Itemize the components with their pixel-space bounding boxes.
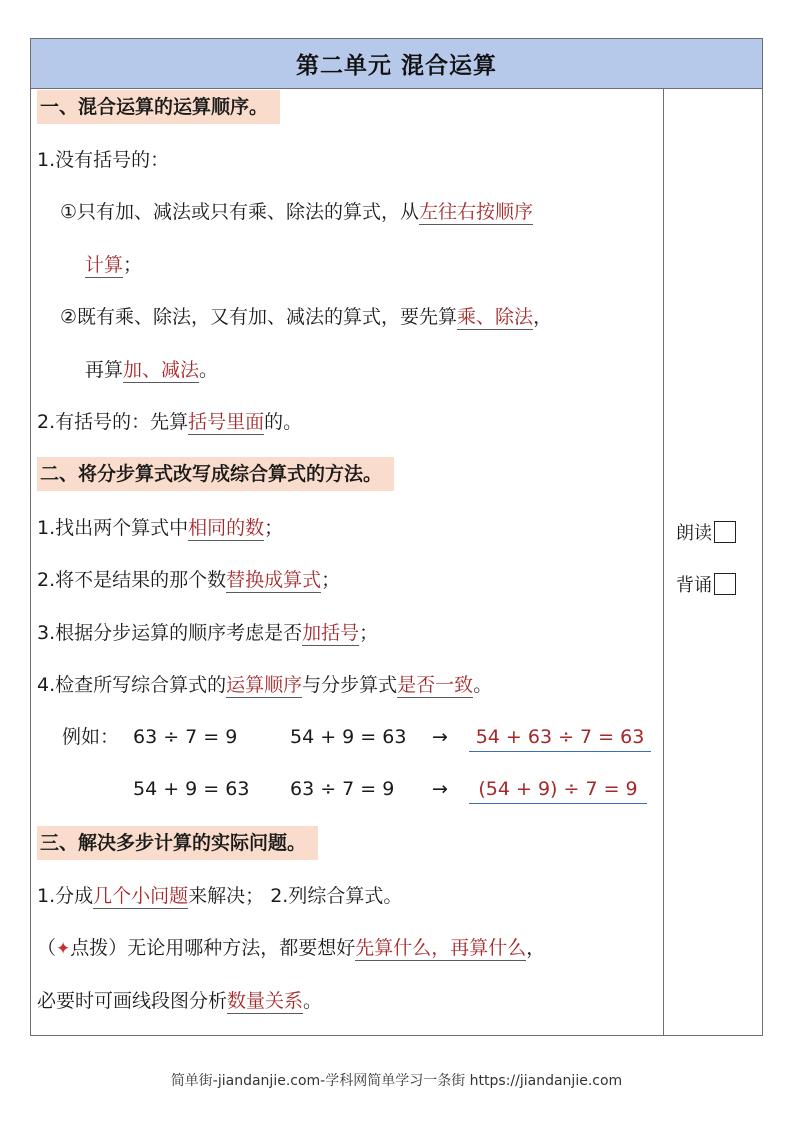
s2-l1-post: ；	[264, 517, 284, 539]
column-divider	[663, 89, 664, 1035]
s1-l2-answer: 左往右按顺序	[419, 201, 534, 223]
s1-l4-text: ②既有乘、除法，又有加、减法的算式，要先算	[60, 306, 458, 328]
s3-l1-text: 1.分成	[37, 885, 94, 907]
s3-line-3	[37, 987, 322, 1015]
footer-watermark: 简单街-jiandanjie.com-学科网简单学习一条街 https://jiandanjie.com	[170, 1073, 623, 1089]
s1-line-4	[60, 303, 552, 331]
s1-line-5	[85, 356, 218, 384]
sparkle-icon: ✦	[56, 939, 71, 959]
read-label: 朗读	[676, 523, 712, 544]
example-1-answer: 54 + 63 ÷ 7 = 63	[469, 723, 651, 752]
s1-l2-text: ①只有加、减法或只有乘、除法的算式，从	[60, 201, 420, 223]
s2-l4-answer-1: 运算顺序	[226, 674, 303, 696]
s1-line-1	[37, 146, 169, 174]
s3-line-1	[37, 882, 402, 910]
s2-l2-answer: 替换成算式	[226, 569, 322, 591]
s2-l1-text: 1.找出两个算式中	[37, 517, 189, 539]
s1-line-6	[37, 408, 302, 436]
s2-l3-post: ；	[359, 622, 379, 644]
s3-l2-answer: 先算什么，再算什么	[355, 937, 527, 959]
s2-line-3	[37, 619, 378, 647]
s2-line-2	[37, 566, 340, 594]
s1-l5-answer: 加、减法	[123, 359, 200, 381]
s2-l1-answer: 相同的数	[188, 517, 265, 539]
s3-l2-open: （	[37, 937, 57, 959]
s3-l3-text: 必要时可画线段图分析	[37, 990, 228, 1012]
s3-l3-post: 。	[303, 990, 323, 1012]
unit-title: 第二单元 混合运算	[295, 53, 497, 79]
s1-l6-answer: 括号里面	[188, 411, 265, 433]
recite-checkbox[interactable]	[714, 573, 736, 595]
read-checkbox[interactable]	[714, 521, 736, 543]
example-2-step-a: 54 + 9 = 63	[133, 778, 250, 800]
s2-l2-post: ；	[321, 569, 341, 591]
s2-l4-post: 。	[473, 674, 493, 696]
s1-line-2	[60, 198, 533, 226]
s2-line-1	[37, 514, 283, 542]
section-1-heading: 一、混合运算的运算顺序。	[37, 90, 280, 124]
s1-line-3	[85, 251, 142, 279]
s2-l2-text: 2.将不是结果的那个数	[37, 569, 227, 591]
s3-l1-answer: 几个小问题	[93, 885, 189, 907]
s2-l3-text: 3.根据分步运算的顺序考虑是否	[37, 622, 303, 644]
s1-l4-answer: 乘、除法	[457, 306, 534, 328]
s1-l5-text: 再算	[85, 359, 124, 381]
example-1-step-a: 63 ÷ 7 = 9	[133, 726, 238, 748]
example-2-step-b: 63 ÷ 7 = 9	[290, 778, 395, 800]
recite-label: 背诵	[676, 575, 712, 596]
read-checkbox-row[interactable]	[676, 519, 736, 545]
title-bar	[31, 39, 762, 89]
s3-line-2	[37, 934, 545, 963]
s1-l6-text: 2.有括号的：先算	[37, 411, 189, 433]
section-2-heading: 二、将分步算式改写成综合算式的方法。	[37, 457, 394, 491]
s3-l3-answer: 数量关系	[227, 990, 304, 1012]
s3-l2-tip: 点拨）无论用哪种方法，都要想好	[70, 937, 356, 959]
s1-l3-answer: 计算	[85, 254, 124, 276]
s2-l4-mid: 与分步算式	[302, 674, 398, 696]
s1-l1-text: 1.没有括号的：	[37, 149, 170, 171]
s2-l3-answer: 加括号	[302, 622, 360, 644]
section-3-heading: 三、解决多步计算的实际问题。	[37, 826, 318, 860]
s1-l3-text: ；	[123, 254, 143, 276]
s1-l4-post: ，	[533, 306, 553, 328]
s1-l6-post: 的。	[264, 411, 303, 433]
s3-l1-post: 来解决； 2.列综合算式。	[188, 885, 403, 907]
example-2-arrow: →	[432, 778, 448, 800]
example-label: 例如：	[62, 726, 120, 748]
s2-l4-answer-2: 是否一致	[397, 674, 474, 696]
s2-line-4	[37, 671, 492, 699]
s2-l4-text: 4.检查所写综合算式的	[37, 674, 227, 696]
example-1-arrow: →	[432, 726, 448, 748]
example-2-answer: (54 + 9) ÷ 7 = 9	[469, 775, 647, 804]
s1-l5-post: 。	[199, 359, 219, 381]
recite-checkbox-row[interactable]	[676, 571, 736, 597]
s3-l2-post: ，	[526, 937, 546, 959]
example-1-step-b: 54 + 9 = 63	[290, 726, 407, 748]
